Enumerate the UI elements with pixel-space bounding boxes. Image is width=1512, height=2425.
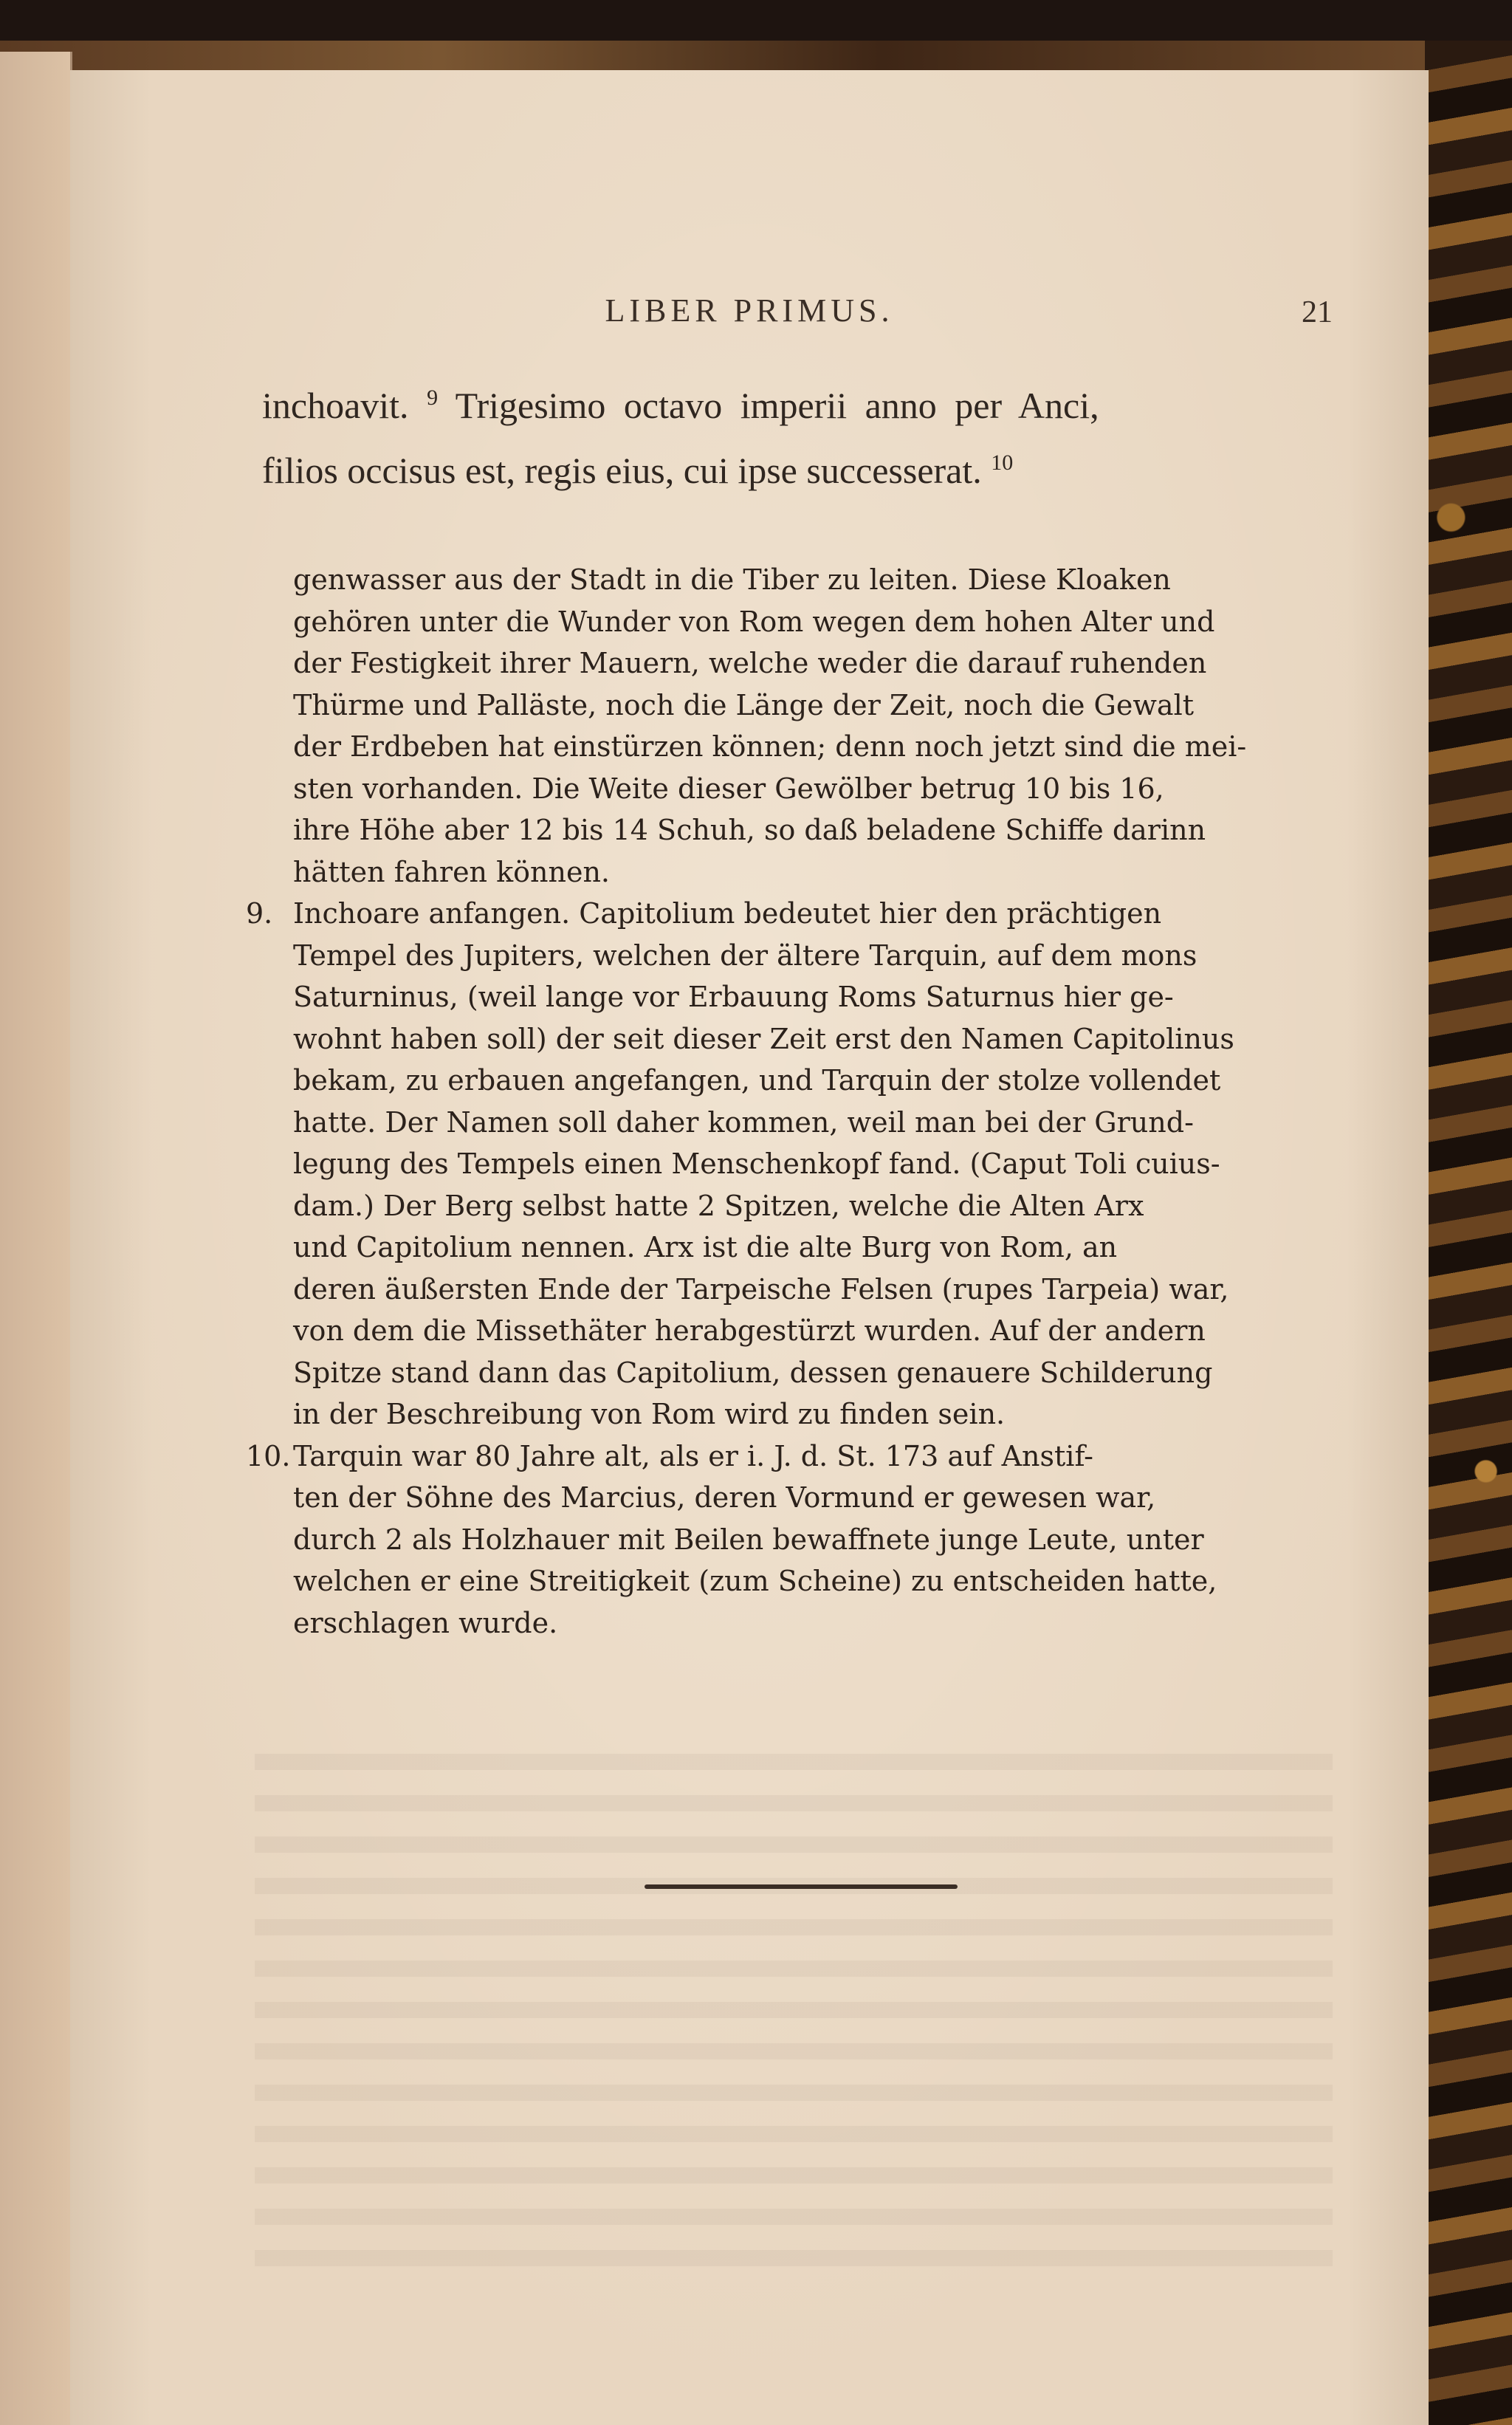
main-line-1 (262, 369, 1318, 434)
note-line: bekam, zu erbauen angefangen, und Tarquin der stolze vollendet (293, 1064, 1221, 1097)
note-line: legung des Tempels einen Menschenkopf fand. (Caput Toli cuius- (293, 1148, 1220, 1180)
note-line: hätten fahren können. (293, 855, 611, 888)
main-line-1-rest: Trigesimo octavo imperii anno per Anci, (455, 385, 1099, 426)
note-line: welchen er eine Streitigkeit (zum Scheine) zu entscheiden hatte, (293, 1565, 1217, 1597)
note-9 (247, 893, 1325, 1436)
section-divider-rule (645, 1884, 958, 1889)
footnote-ref-10: 10 (991, 450, 1014, 475)
note-line: Spitze stand dann das Capitolium, dessen genauere Schilderung (293, 1356, 1213, 1389)
main-latin-text (262, 369, 1318, 499)
footnote-ref-9: 9 (427, 385, 439, 410)
note-line: dam.) Der Berg selbst hatte 2 Spitzen, welche die Alten Arx (293, 1189, 1144, 1222)
main-line-2-text: filios occisus est, regis eius, cui ipse successerat. (262, 450, 982, 491)
note-line: Tempel des Jupiters, welchen der ältere Tarquin, auf dem mons (293, 939, 1197, 972)
note-line: ten der Söhne des Marcius, deren Vormund er gewesen war, (293, 1481, 1156, 1514)
note-line: Inchoare anfangen. Capitolium bedeutet hier den prächtigen (293, 897, 1162, 930)
footnotes (247, 559, 1325, 1644)
note-10 (247, 1436, 1325, 1644)
note-line: genwasser aus der Stadt in die Tiber zu leiten. Diese Kloaken (293, 563, 1171, 596)
note-line: und Capitolium nennen. Arx ist die alte Burg von Rom, an (293, 1231, 1118, 1263)
show-through-bleed (255, 1754, 1333, 2271)
note-line: durch 2 als Holzhauer mit Beilen bewaffnete junge Leute, unter (293, 1523, 1204, 1556)
note-line: erschlagen wurde. (293, 1606, 558, 1639)
note-line: der Erdbeben hat einstürzen können; denn noch jetzt sind die mei- (293, 730, 1247, 763)
note-line: von dem die Missethäter herabgestürzt wurden. Auf der andern (293, 1314, 1206, 1347)
book-page (70, 70, 1429, 2425)
page-number: 21 (1302, 295, 1333, 329)
note-line: Tarquin war 80 Jahre alt, als er i. J. d. St. 173 auf Anstif- (293, 1439, 1094, 1472)
note-line: gehören unter die Wunder von Rom wegen dem hohen Alter und (293, 605, 1215, 638)
note-10-number: 10. (246, 1439, 291, 1472)
note-line: Thürme und Palläste, noch die Länge der Zeit, noch die Gewalt (293, 688, 1195, 721)
note-9-number: 9. (246, 897, 273, 930)
note-line: sten vorhanden. Die Weite dieser Gewölber betrug 10 bis 16, (293, 772, 1164, 805)
note-line: der Festigkeit ihrer Mauern, welche weder die darauf ruhenden (293, 647, 1207, 679)
main-line-1-start: inchoavit. (262, 385, 409, 426)
left-page-edge (0, 52, 72, 2425)
running-title: LIBER PRIMUS. (605, 292, 894, 329)
book-cover-marbled-edge (1425, 41, 1512, 2425)
note-line: in der Beschreibung von Rom wird zu finden sein. (293, 1398, 1006, 1430)
main-line-2 (262, 434, 1318, 499)
note-line: wohnt haben soll) der seit dieser Zeit erst den Namen Capitolinus (293, 1022, 1234, 1055)
note-8-continuation (247, 559, 1325, 893)
note-line: ihre Höhe aber 12 bis 14 Schuh, so daß beladene Schiffe darinn (293, 814, 1206, 846)
note-line: deren äußersten Ende der Tarpeische Felsen (rupes Tarpeia) war, (293, 1272, 1229, 1306)
note-line: hatte. Der Namen soll daher kommen, weil man bei der Grund- (293, 1105, 1194, 1139)
note-line: Saturninus, (weil lange vor Erbauung Roms Saturnus hier ge- (293, 981, 1174, 1013)
